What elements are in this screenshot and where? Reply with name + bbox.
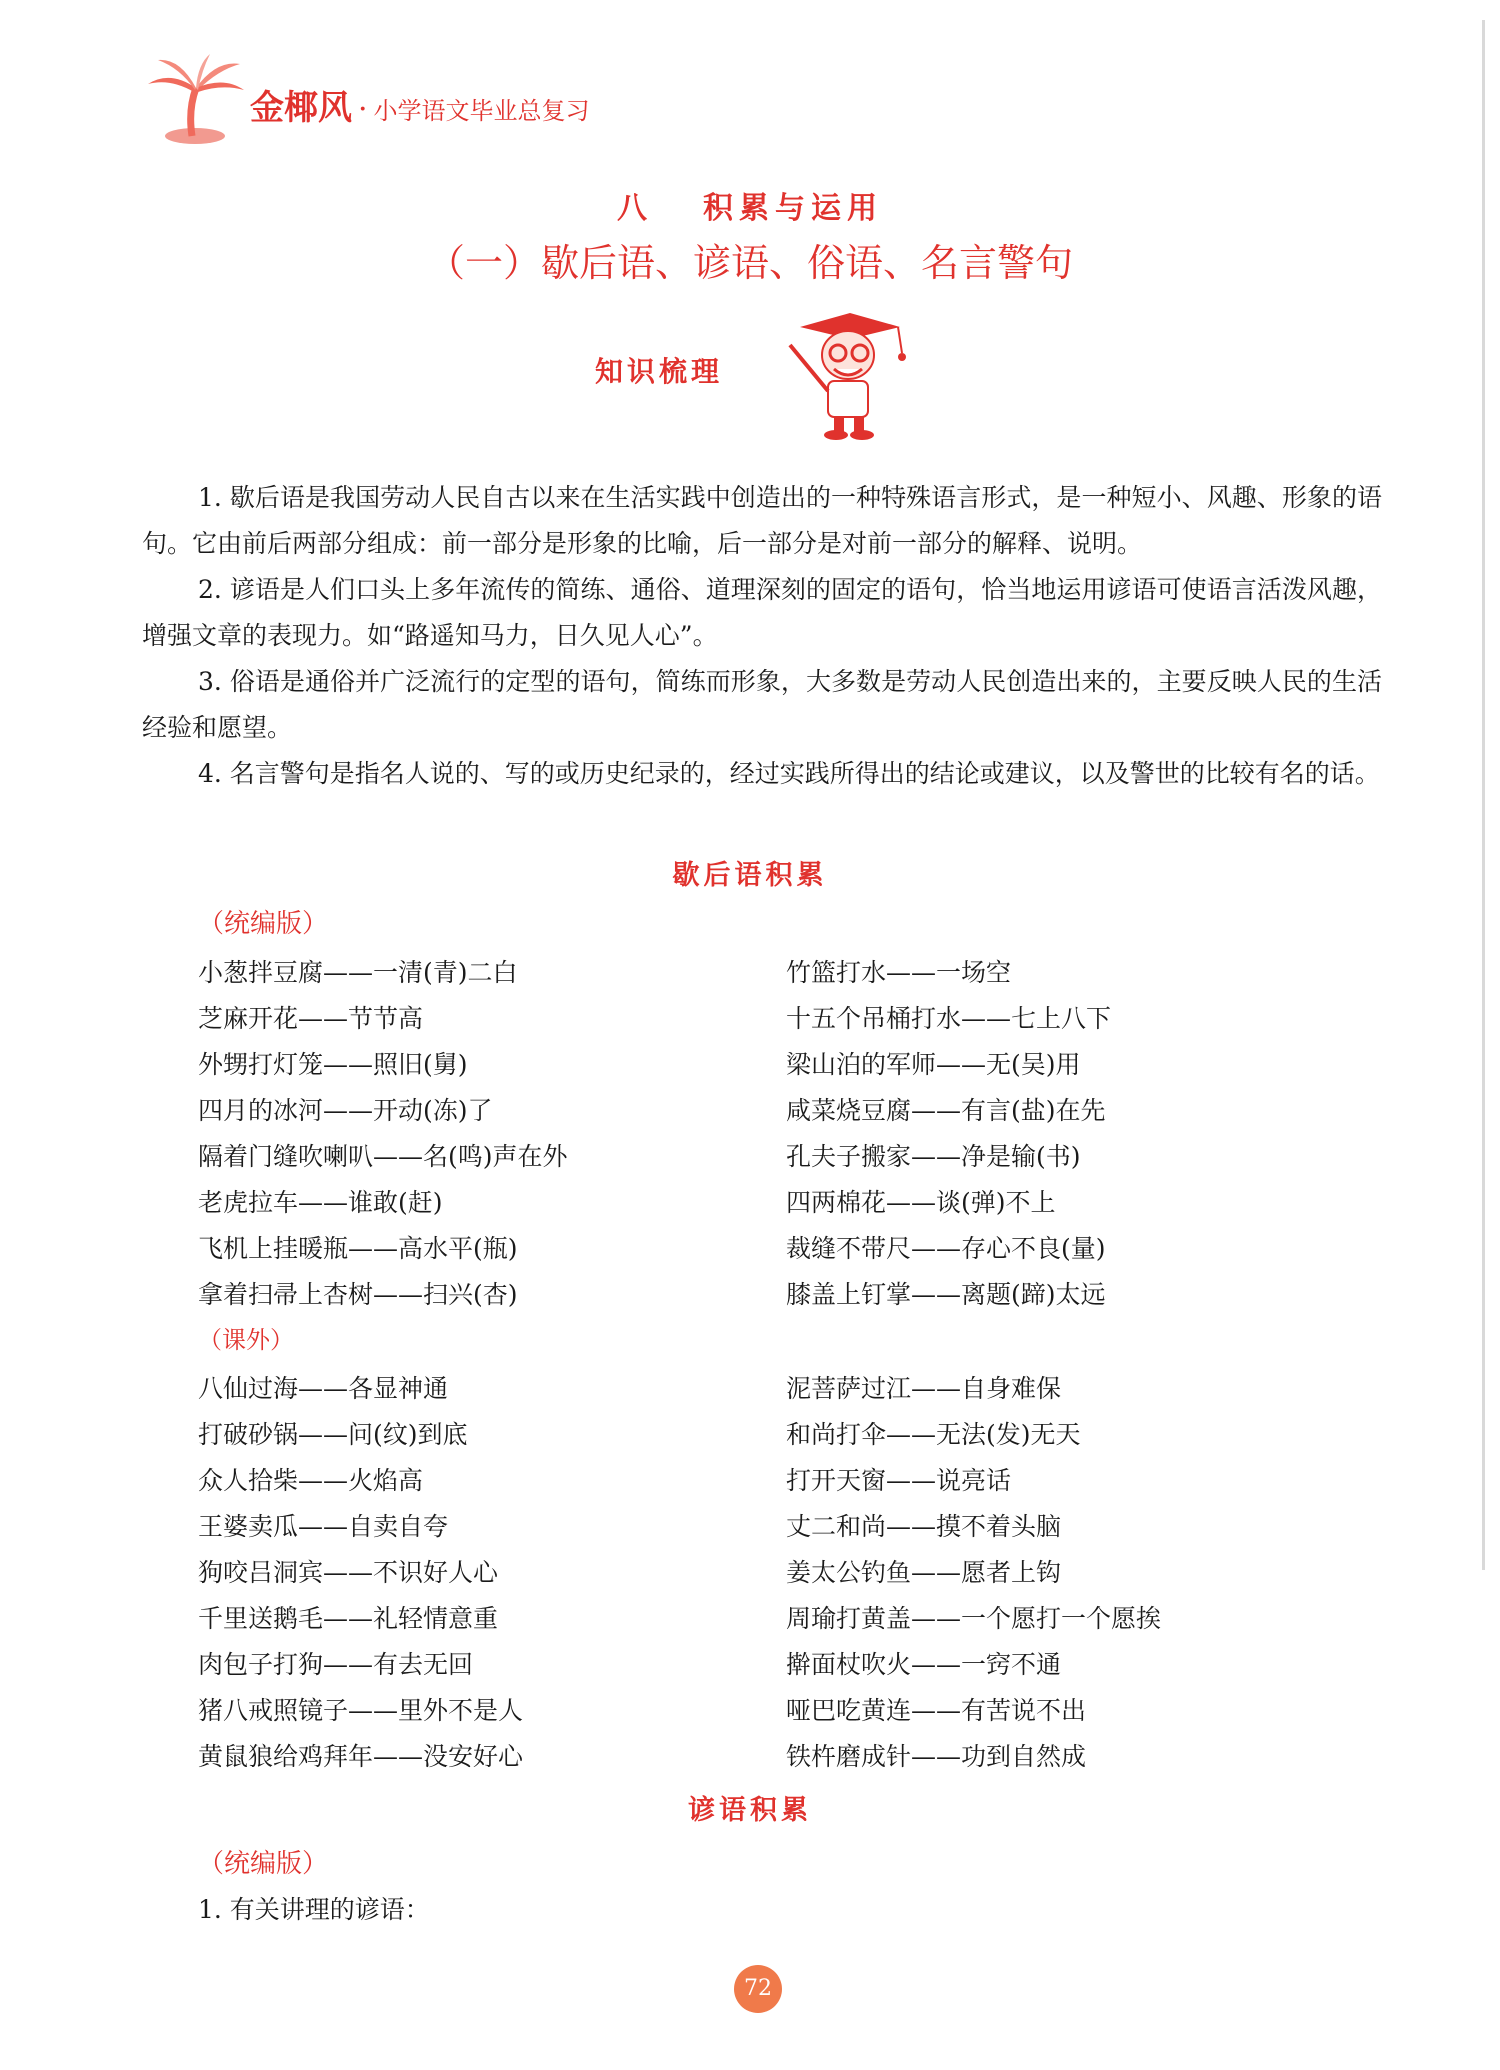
list-item: 王婆卖瓜——自卖自夸: [198, 1512, 449, 1541]
list-item: 打破砂锅——问(纹)到底: [198, 1420, 468, 1449]
xiehouyu-list-left-1: [198, 950, 568, 1318]
list-item: 哑巴吃黄连——有苦说不出: [786, 1696, 1087, 1725]
knowledge-heading: 知识梳理: [595, 355, 724, 388]
yanyu-heading: 谚语积累: [688, 1795, 812, 1826]
paragraph-yanyu-definition: 2. 谚语是人们口头上多年流传的简练、通俗、道理深刻的固定的语句，恰当地运用谚语可使语言活泼风趣，增强文章的表现力。如“路遥知马力，日久见人心”。: [142, 575, 1382, 650]
xiehouyu-heading: 歇后语积累: [672, 860, 828, 891]
list-item: 孔夫子搬家——净是输(书): [786, 1142, 1081, 1171]
list-item: 和尚打伞——无法(发)无天: [786, 1420, 1081, 1449]
list-item: 八仙过海——各显神通: [198, 1374, 449, 1403]
list-item: 咸菜烧豆腐——有言(盐)在先: [786, 1096, 1106, 1125]
list-item: 竹篮打水——一场空: [786, 958, 1012, 987]
brand: [250, 80, 590, 129]
list-item: 打开天窗——说亮话: [786, 1466, 1012, 1495]
list-item: 周瑜打黄盖——一个愿打一个愿挨: [786, 1604, 1162, 1633]
paragraph-suyu-definition: 3. 俗语是通俗并广泛流行的定型的语句，简练而形象，大多数是劳动人民创造出来的，主要反映人民的生活经验和愿望。: [142, 667, 1382, 742]
list-item: 裁缝不带尺——存心不良(量): [786, 1234, 1106, 1263]
group-label-tongbian-yanyu: （统编版）: [198, 1849, 329, 1879]
list-item: 老虎拉车——谁敢(赶): [198, 1188, 443, 1217]
paragraph-mingyan-definition: 4. 名言警句是指名人说的、写的或历史纪录的，经过实践所得出的结论或建议，以及警世的比较有名的话。: [198, 759, 1380, 788]
list-item: 四月的冰河——开动(冻)了: [198, 1096, 493, 1125]
brand-name: 金椰风: [250, 88, 352, 128]
list-item: 芝麻开花——节节高: [198, 1004, 424, 1033]
chapter-name: 积累与运用: [703, 191, 883, 226]
list-item: 铁杵磨成针——功到自然成: [786, 1742, 1087, 1771]
list-item: 猪八戒照镜子——里外不是人: [198, 1696, 524, 1725]
brand-separator: ·: [358, 92, 368, 127]
palm-tree-logo: [140, 50, 250, 150]
xiehouyu-list-left-2: [198, 1366, 523, 1780]
list-item: 四两棉花——谈(弹)不上: [786, 1188, 1056, 1217]
chapter-title: [0, 183, 1500, 227]
yanyu-item-1: 1. 有关讲理的谚语：: [198, 1895, 430, 1924]
book-subtitle: 小学语文毕业总复习: [373, 97, 590, 125]
chapter-number: 八: [617, 191, 653, 226]
group-label-kewai: （课外）: [198, 1326, 294, 1354]
list-item: 膝盖上钉掌——离题(蹄)太远: [786, 1280, 1106, 1309]
list-item: 肉包子打狗——有去无回: [198, 1650, 474, 1679]
list-item: 梁山泊的军师——无(吴)用: [786, 1050, 1081, 1079]
list-item: 隔着门缝吹喇叭——名(鸣)声在外: [198, 1142, 568, 1171]
section-title: （一）歇后语、谚语、俗语、名言警句: [426, 241, 1073, 285]
list-item: 擀面杖吹火——一窍不通: [786, 1650, 1062, 1679]
list-item: 外甥打灯笼——照旧(舅): [198, 1050, 468, 1079]
list-item: 众人拾柴——火焰高: [198, 1466, 424, 1495]
xiehouyu-list-right-1: [786, 950, 1111, 1318]
list-item: 十五个吊桶打水——七上八下: [786, 1004, 1112, 1033]
list-item: 狗咬吕洞宾——不识好人心: [198, 1558, 499, 1587]
list-item: 飞机上挂暖瓶——高水平(瓶): [198, 1234, 518, 1263]
list-item: 拿着扫帚上杏树——扫兴(杏): [198, 1280, 518, 1309]
list-item: 小葱拌豆腐——一清(青)二白: [198, 958, 518, 987]
page-number: 72: [734, 1965, 782, 2013]
list-item: 泥菩萨过江——自身难保: [786, 1374, 1062, 1403]
professor-illustration: [770, 305, 910, 445]
xiehouyu-list-right-2: [786, 1366, 1161, 1780]
list-item: 姜太公钓鱼——愿者上钩: [786, 1558, 1062, 1587]
header: [140, 50, 840, 150]
list-item: 丈二和尚——摸不着头脑: [786, 1512, 1062, 1541]
list-item: 黄鼠狼给鸡拜年——没安好心: [198, 1742, 524, 1771]
group-label-tongbian: （统编版）: [198, 909, 329, 939]
paragraph-xiehouyu-definition: 1. 歇后语是我国劳动人民自古以来在生活实践中创造出的一种特殊语言形式，是一种短小、风趣、形象的语句。它由前后两部分组成：前一部分是形象的比喻，后一部分是对前一部分的解释、说明。: [142, 483, 1382, 558]
list-item: 千里送鹅毛——礼轻情意重: [198, 1604, 499, 1633]
